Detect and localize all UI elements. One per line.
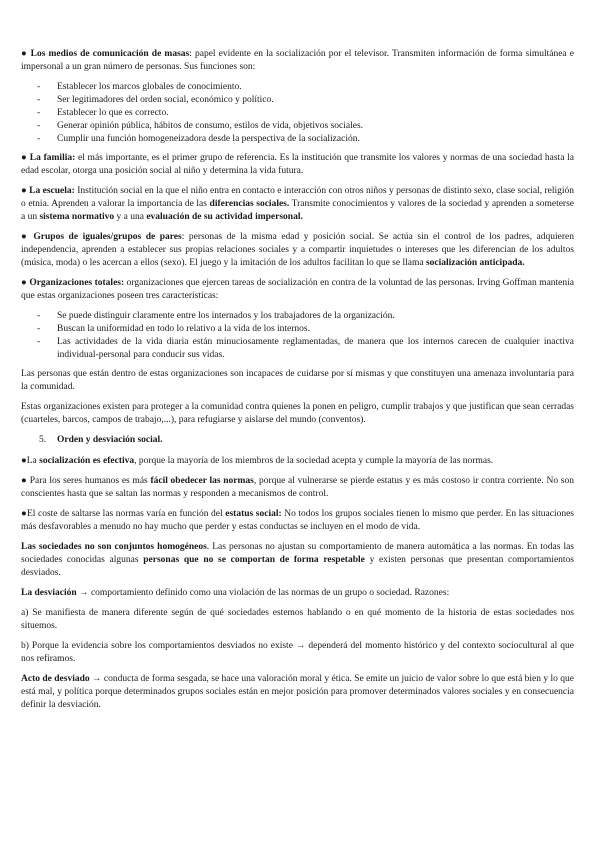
- section-number: 5.: [39, 435, 47, 445]
- razon-b-text: dependerá del momento histórico y del contexto sociocultural al que nos refiramos.: [21, 641, 574, 664]
- acto-paragraph: [21, 673, 574, 712]
- coste-text: No todos los grupos sociales tienen lo mismo que perder. En las situaciones más desfavorables a menudo no hay mucho que perder y estas conductas se incluyen en el modo de vida.: [21, 509, 574, 532]
- familia-text: el más importante, es el primer grupo de referencia. Es la institución que transmite los valores y normas de una sociedad hasta la edad escolar, otorga una posición social al niño y determina la vida futura.: [21, 153, 574, 176]
- facil-text: , porque al vulnerarse se pierde estatus y es más costoso ir contra corriente. No son conscientes hasta que se saltan las normas y responden a mecanismos de control.: [21, 476, 574, 499]
- familia-paragraph: [21, 152, 574, 178]
- bullet-icon: ●: [21, 509, 27, 519]
- arrow-icon: →: [295, 641, 306, 651]
- list-item: - Se puede distinguir claramente entre los internados y los trabajadores de la organización.: [21, 310, 574, 323]
- escuela-text: Institución social en la que el niño entra en contacto e interacción con otros niños y personas de distinto sexo, clase social, religión o etnia. Aprenden a valorar la importancia de las: [21, 186, 575, 209]
- medios-list: [21, 81, 574, 146]
- facil-bold: fácil obedecer las normas: [150, 476, 254, 486]
- list-item: - Buscan la uniformidad en todo lo relativo a la vida de los internos.: [21, 323, 574, 336]
- desviacion-paragraph: [21, 587, 574, 600]
- iguales-bold: socialización anticipada.: [425, 258, 525, 268]
- desviacion-bold: La desviación: [21, 588, 77, 598]
- efectiva-text: La: [26, 456, 40, 466]
- iguales-text: : personas de la misma edad y posición social. Se actúa sin el control de los padres, adquieren independencia, aprenden a establecer sus propias relaciones sociales y a compartir inquietudes o intereses que les diferencian de los adultos (música, moda) o les acercan a ellos (sexo). El juego y la imitación de los adultos facilitan lo que se llama: [21, 232, 575, 268]
- acto-bold: Acto de desviado: [21, 674, 90, 684]
- organizaciones-text: organizaciones que ejercen tareas de socialización en contra de la voluntad de las personas. Irving Goffman mantenía que estas organizaciones poseen tres características:: [21, 278, 574, 301]
- arrow-icon: →: [79, 588, 89, 598]
- bullet-icon: ●: [21, 476, 28, 486]
- coste-text: El coste de saltarse las normas varía en función del: [26, 509, 226, 519]
- bullet-icon: ●: [21, 456, 27, 466]
- coste-bold: estatus social:: [225, 509, 282, 519]
- homogeneos-bold: personas que no se comportan de forma respetable: [143, 555, 365, 565]
- escuela-bold: evaluación de su actividad impersonal.: [146, 212, 303, 222]
- coste-paragraph: [21, 508, 574, 534]
- razon-b-text: b) Porque la evidencia sobre los comportamientos desviados no existe: [21, 641, 296, 651]
- efectiva-paragraph: [21, 455, 574, 468]
- list-item: - Establecer lo que es correcto.: [21, 107, 574, 120]
- organizaciones-title: Organizaciones totales:: [29, 278, 125, 288]
- medios-text: : papel evidente en la socialización por el televisor. Transmiten información de forma simultánea e impersonal a un gran número de personas. Sus funciones son:: [21, 49, 574, 72]
- medios-paragraph: [21, 48, 574, 74]
- razon-b-paragraph: [21, 640, 574, 666]
- efectiva-bold: socialización es efectiva: [39, 456, 135, 466]
- bullet-icon: ●: [21, 153, 28, 163]
- facil-paragraph: [21, 475, 574, 501]
- list-item: - Generar opinión pública, hábitos de consumo, estilos de vida, objetivos sociales.: [21, 120, 574, 133]
- escuela-text: y a una: [114, 212, 147, 222]
- familia-title: La familia:: [29, 153, 76, 163]
- acto-text: conducta de forma sesgada, se hace una valoración moral y ética. Se emite un juicio de valor sobre lo que está bien y lo que está mal, y política porque determinados grupos sociales están en mejor posición para promover determinados valores sociales y en consecuencia definir la desviación.: [21, 674, 574, 710]
- escuela-text: Transmite conocimientos y valores de la sociedad y aprenden a someterse a un: [21, 199, 574, 222]
- bullet-icon: ●: [21, 186, 27, 196]
- arrow-icon: →: [92, 674, 102, 684]
- bullet-icon: ●: [21, 232, 29, 242]
- escuela-title: La escuela:: [29, 186, 75, 196]
- list-item: - Las actividades de la vida diaria están minuciosamente reglamentadas, de manera que los internos carecen de cualquier inactiva individual-personal para conducir sus vidas.: [21, 336, 574, 362]
- homogeneos-bold: Las sociedades no son conjuntos homogéneos: [21, 542, 207, 552]
- escuela-bold: sistema normativo: [39, 212, 115, 222]
- medios-title: Los medios de comunicación de masas: [30, 49, 190, 59]
- bullet-icon: ●: [21, 278, 27, 288]
- escuela-paragraph: [21, 185, 574, 224]
- homogeneos-text: y existen personas que presentan comportamientos desviados.: [21, 555, 575, 578]
- list-item: - Cumplir una función homogeneizadora desde la perspectiva de la socialización.: [21, 133, 574, 146]
- desviacion-text: comportamiento definido como una violación de las normas de un grupo o sociedad. Razones:: [88, 588, 450, 598]
- homogeneos-paragraph: [21, 541, 574, 580]
- facil-text: Para los seres humanos es más: [29, 476, 151, 486]
- iguales-paragraph: [21, 231, 574, 270]
- section-title: Orden y desviación social.: [57, 435, 163, 445]
- bullet-icon: ●: [21, 49, 28, 59]
- iguales-title: Grupos de iguales/grupos de pares: [33, 232, 182, 242]
- razon-a-paragraph: a) Se manifiesta de manera diferente según de qué sociedades estemos hablando o en qué momento de la historia de estas sociedades nos situemos.: [21, 608, 574, 631]
- section-heading: [21, 434, 574, 447]
- list-item: - Ser legitimadores del orden social, económico y político.: [21, 94, 574, 107]
- organizaciones-para1: Las personas que están dentro de estas organizaciones son incapaces de cuidarse por sí mismas y que constituyen una amenaza involuntaria para la comunidad.: [21, 369, 574, 392]
- homogeneos-text: . Las personas no ajustan su comportamiento de manera automática a las normas. En todas las sociedades conocidas algunas: [21, 542, 574, 565]
- efectiva-text: , porque la mayoría de los miembros de la sociedad acepta y cumple la mayoría de las normas.: [134, 456, 494, 466]
- organizaciones-list: [21, 310, 574, 362]
- list-item: - Establecer los marcos globales de conocimiento.: [21, 81, 574, 94]
- organizaciones-paragraph: [21, 277, 574, 303]
- escuela-bold: diferencias sociales.: [209, 199, 290, 209]
- organizaciones-para2: Estas organizaciones existen para proteger a la comunidad contra quienes la ponen en peligro, cumplir trabajos y que justifican que sean cerradas (cuarteles, barcos, campos de trabajo,...), para refugiarse y aislarse del mundo (conventos).: [21, 402, 574, 425]
